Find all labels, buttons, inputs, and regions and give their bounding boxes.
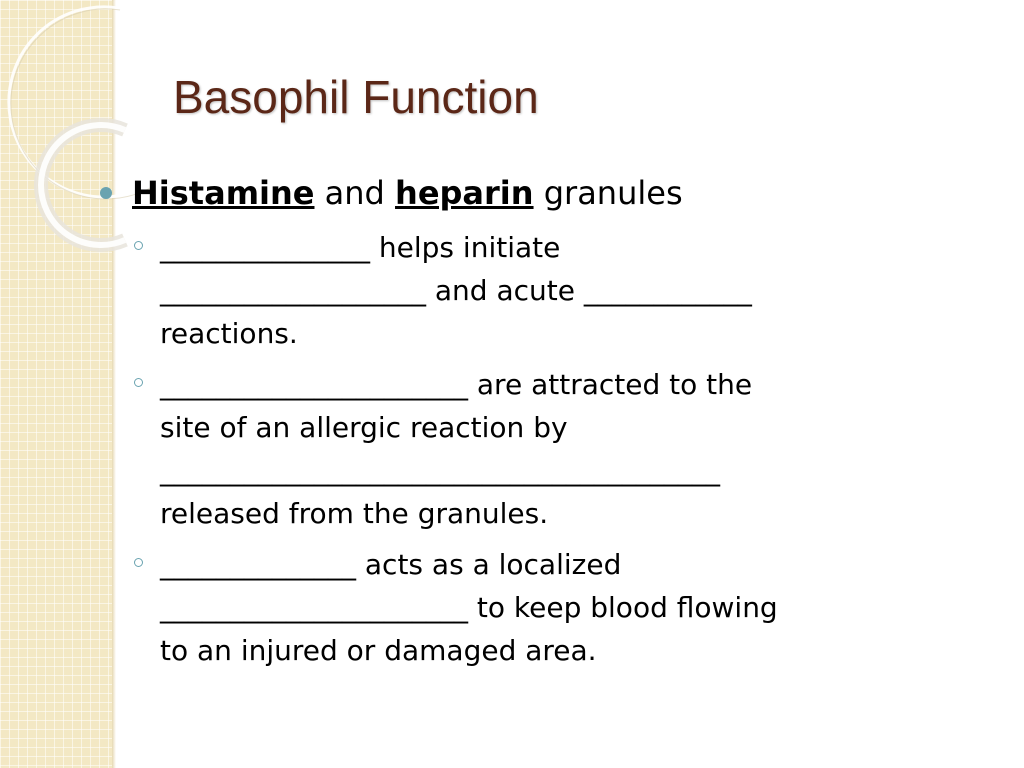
main-bullet xyxy=(96,168,683,218)
sub-bullet-line: ________________________________________ xyxy=(160,454,720,487)
sub-bullet-line: released from the granules. xyxy=(160,497,549,530)
strip-shadow-edge xyxy=(112,0,116,768)
sub-bullet-2 xyxy=(130,363,1010,535)
term-histamine: Histamine xyxy=(132,174,315,212)
term-heparin: heparin xyxy=(395,174,534,212)
bullet-joiner: and xyxy=(324,174,385,212)
sub-bullet-list xyxy=(130,226,1010,680)
sub-bullet-line: reactions. xyxy=(160,317,298,350)
sub-bullet-line: ______________________ are attracted to the xyxy=(160,368,753,401)
bullet-tail: granules xyxy=(543,174,683,212)
circle-bullet-icon xyxy=(134,378,143,387)
sub-bullet-line: site of an allergic reaction by xyxy=(160,411,568,444)
sub-bullet-line: ______________________ to keep blood flowing xyxy=(160,591,778,624)
sub-bullet-line: to an injured or damaged area. xyxy=(160,634,597,667)
circle-bullet-icon xyxy=(134,241,143,250)
sub-bullet-3 xyxy=(130,543,1010,672)
sub-bullet-line: ______________ acts as a localized xyxy=(160,548,622,581)
decorative-grid-strip xyxy=(0,0,112,768)
circle-bullet-icon xyxy=(134,558,143,567)
sub-bullet-1 xyxy=(130,226,1010,355)
sub-bullet-line: _______________ helps initiate xyxy=(160,231,561,264)
sub-bullet-line: ___________________ and acute ____________ xyxy=(160,274,752,307)
slide-title: Basophil Function xyxy=(173,71,539,123)
bullet-dot-icon xyxy=(100,187,112,199)
